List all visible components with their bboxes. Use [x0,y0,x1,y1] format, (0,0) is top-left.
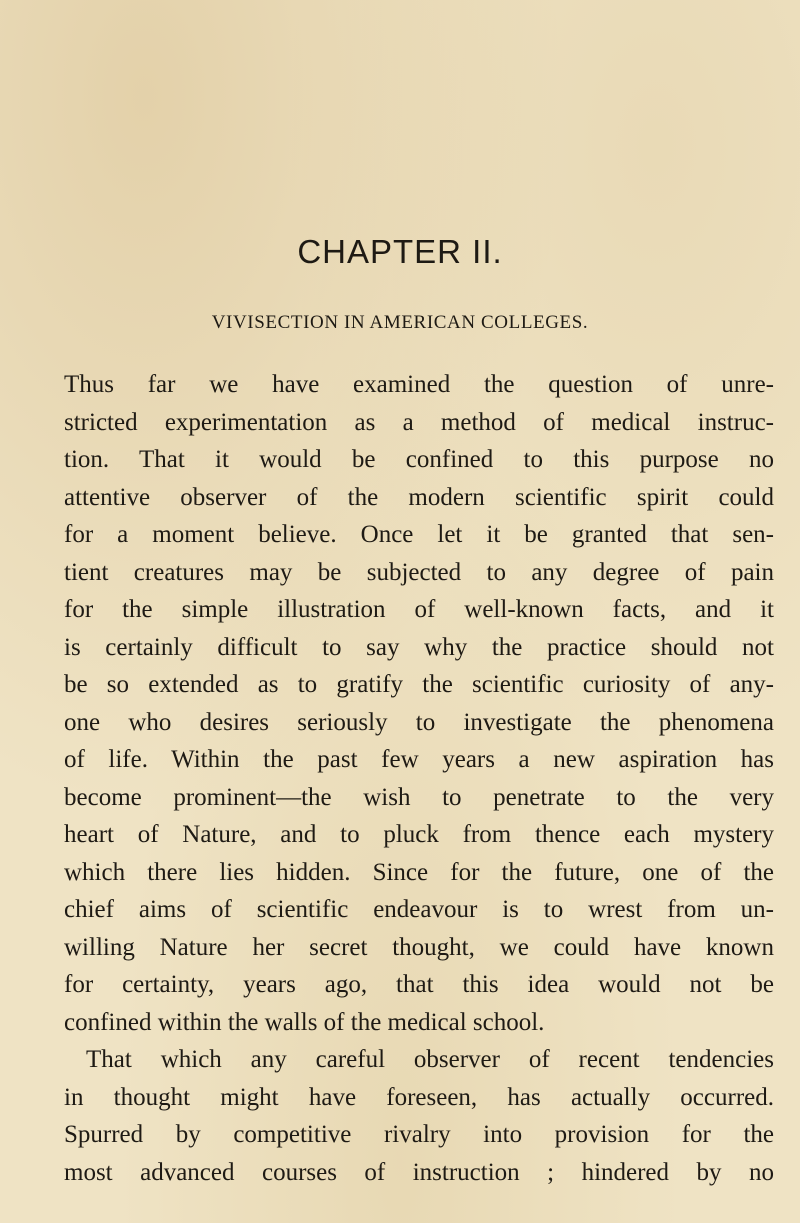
text-line: Spurred by competitive rivalry into provision for the [64,1121,774,1148]
text-line: for the simple illustration of well-known facts, and it [64,596,774,623]
text-line: of life. Within the past few years a new aspiration has [64,746,774,773]
text-line: most advanced courses of instruction ; hindered by no [64,1158,774,1186]
text-line: become prominent—the wish to penetrate to the very [64,783,774,811]
text-line: is certainly difficult to say why the practice should not [64,633,774,661]
text-line: chief aims of scientific endeavour is to wrest from un- [64,896,774,923]
text-line: attentive observer of the modern scientific spirit could [64,483,774,511]
text-line: stricted experimentation as a method of medical instruc- [64,408,774,436]
text-line: in thought might have foreseen, has actually occurred. [64,1083,774,1111]
text-line: confined within the walls of the medical school. [64,1008,545,1036]
text-line: That which any careful observer of recent tendencies [86,1046,774,1073]
text-line: heart of Nature, and to pluck from thence each mystery [64,821,774,848]
text-line: Thus far we have examined the question of unre- [64,371,774,398]
chapter-title: CHAPTER II. [297,233,503,270]
chapter-subtitle: VIVISECTION IN AMERICAN COLLEGES. [211,312,589,333]
text-line: tient creatures may be subjected to any degree of pain [64,558,774,586]
text-line: for a moment believe. Once let it be granted that sen- [64,521,774,548]
text-line: one who desires seriously to investigate the phenomena [64,708,774,736]
body-text [64,366,774,1191]
text-line: willing Nature her secret thought, we could have known [64,933,774,961]
text-line: tion. That it would be confined to this purpose no [64,446,774,473]
text-line: for certainty, years ago, that this idea would not be [64,971,774,998]
text-line: which there lies hidden. Since for the future, one of the [64,858,774,886]
text-line: be so extended as to gratify the scientific curiosity of any- [64,671,774,698]
